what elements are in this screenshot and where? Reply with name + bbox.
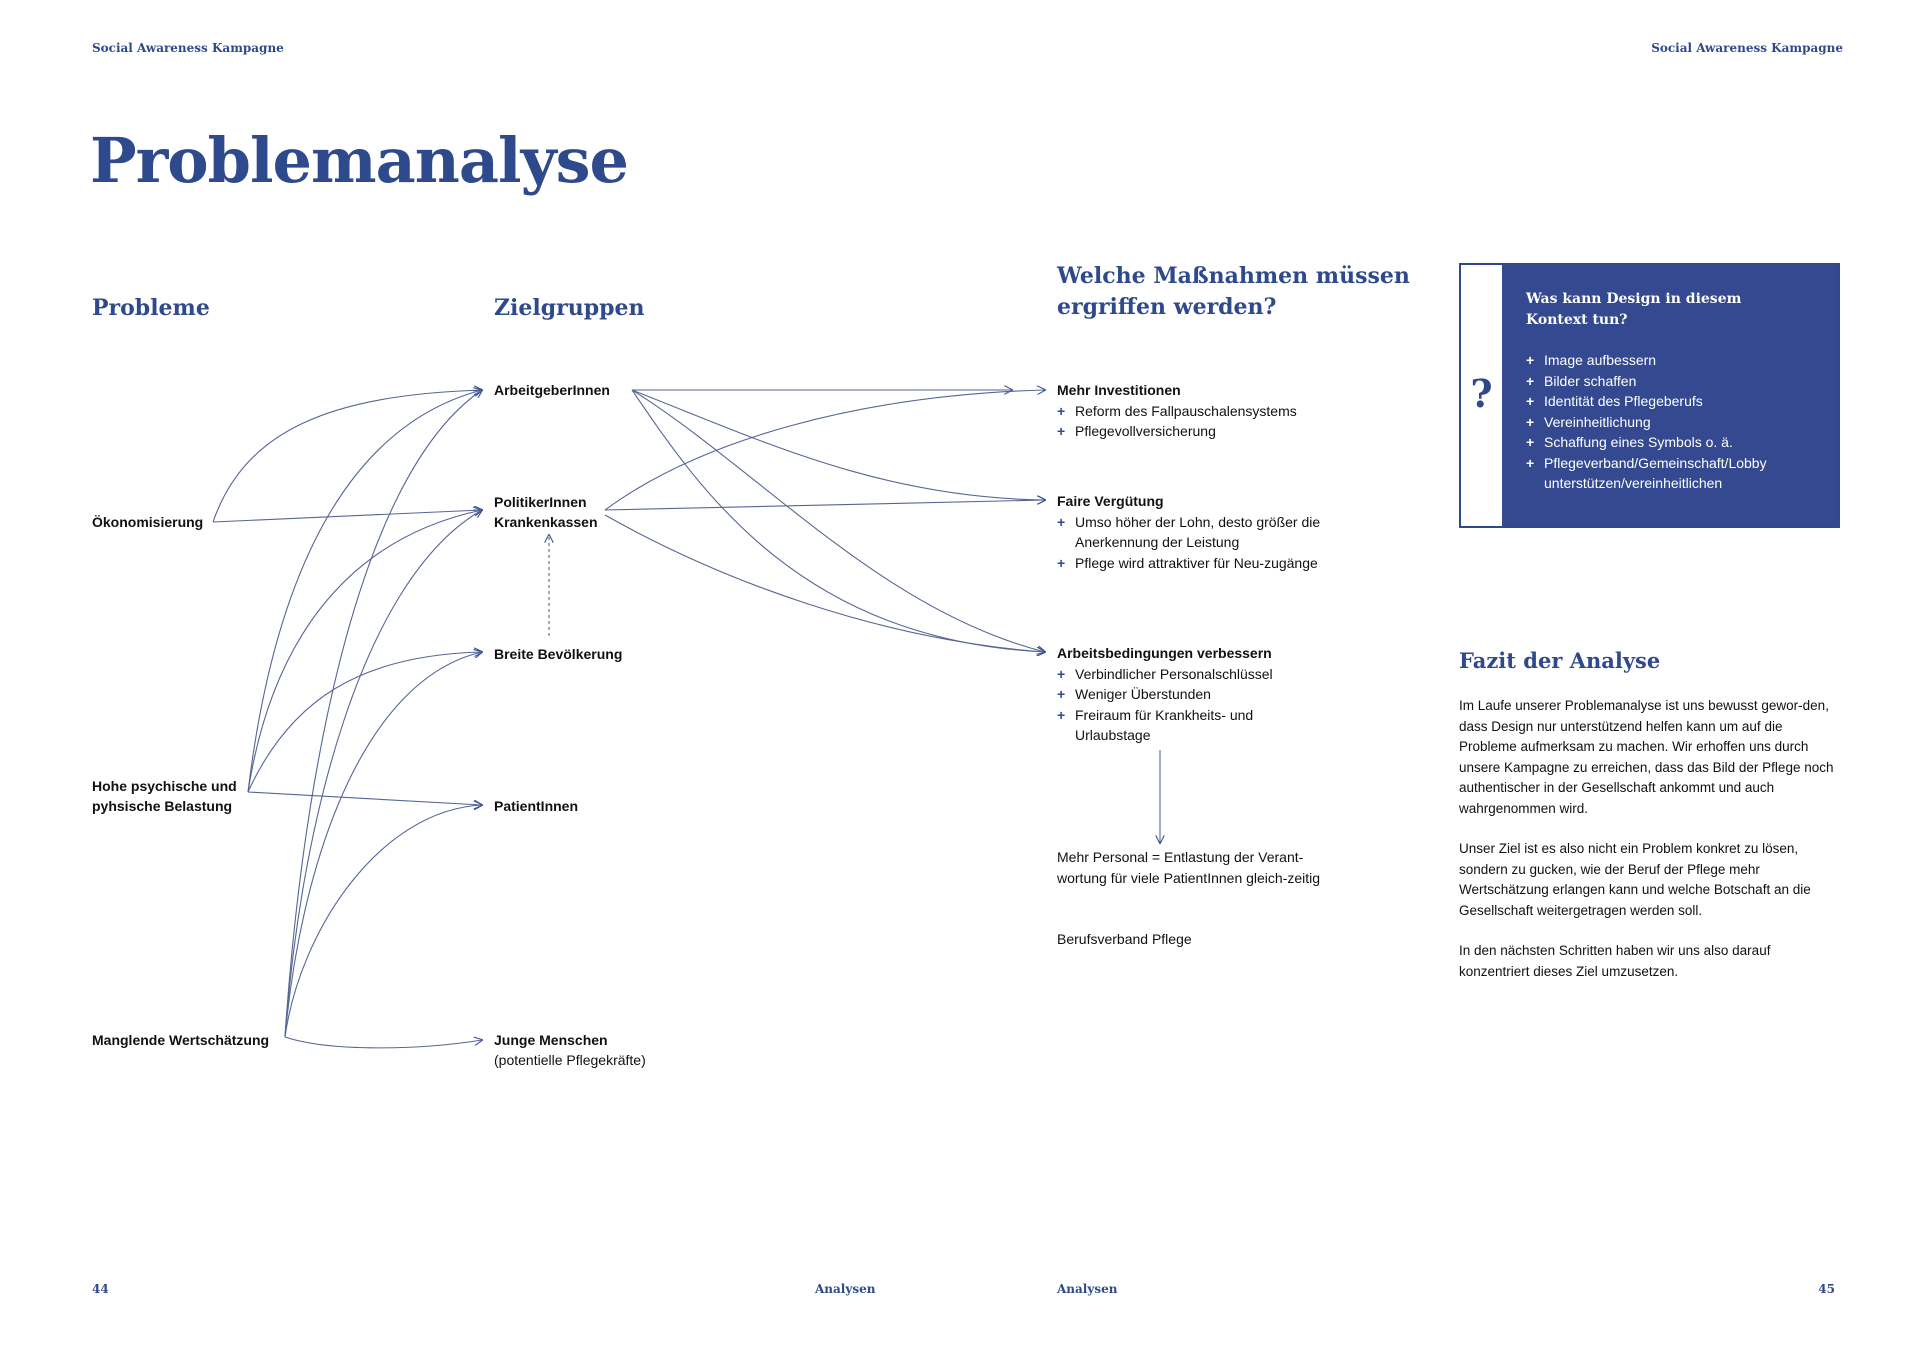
- design-box: [1459, 263, 1840, 528]
- line-arbeitgeber-arbeitsbedingungen-2: [632, 390, 1045, 652]
- target-politiker-line-1: PolitikerInnen: [494, 494, 587, 510]
- line-belastung-bevoelkerung: [248, 652, 482, 792]
- design-box-item: + Identität des Pflegeberufs: [1526, 391, 1818, 412]
- design-box-item: + Bilder schaffen: [1526, 371, 1818, 392]
- page-number-right: 45: [1818, 1282, 1835, 1296]
- line-wertschaetzung-bevoelkerung: [285, 652, 482, 1037]
- problem-belastung-line-1: Hohe psychische und: [92, 778, 237, 794]
- running-header-right: Social Awareness Kampagne: [1651, 41, 1843, 55]
- line-belastung-arbeitgeber: [248, 390, 482, 792]
- measure-item: + Weniger Überstunden: [1057, 684, 1287, 705]
- line-wertschaetzung-patienten: [285, 805, 482, 1037]
- measure-item: + Freiraum für Krankheits- und Urlaubstage: [1057, 705, 1287, 746]
- fazit-paragraph: In den nächsten Schritten haben wir uns also darauf konzentriert dieses Ziel umzusetzen.: [1459, 943, 1771, 979]
- measure-investitionen: [1057, 380, 1327, 442]
- fazit-paragraph: Unser Ziel ist es also nicht ein Problem konkret zu lösen, sondern zu gucken, wie der Beruf der Pflege mehr Wertschätzung erlangen kann und welche Botschaft an die Gesellschaft weitergetragen werden soll.: [1459, 841, 1811, 918]
- problem-oekonomisierung: Ökonomisierung: [92, 514, 204, 530]
- measure-arbeitsbedingungen: [1057, 643, 1287, 746]
- fazit-paragraph: Im Laufe unserer Problemanalyse ist uns bewusst gewor-den, dass Design nur unterstützend helfen kann um auf die Probleme aufmerksam zu machen. Wir erhoffen uns durch unsere Kampagne zu erreichen, dass das Bild der Pflege noch authentischer in der Gesellschaft ankommt und auch wahrgenommen wird.: [1459, 698, 1834, 816]
- target-politiker-line-2: Krankenkassen: [494, 514, 598, 530]
- design-box-title: [1526, 289, 1818, 331]
- measure-title: Faire Vergütung: [1057, 493, 1164, 509]
- measure-verguetung: [1057, 491, 1322, 573]
- measure-item: + Pflegevollversicherung: [1057, 421, 1327, 442]
- problem-wertschaetzung: Manglende Wertschätzung: [92, 1032, 270, 1048]
- column-heading-massnahmen-line-2: ergriffen werden?: [1057, 294, 1277, 320]
- line-wertschaetzung-arbeitgeber: [285, 390, 482, 1037]
- target-politiker: [494, 492, 598, 532]
- target-arbeitgeber: ArbeitgeberInnen: [494, 382, 610, 398]
- measure-item: + Umso höher der Lohn, desto größer die Anerkennung der Leistung: [1057, 512, 1322, 553]
- line-wertschaetzung-politiker: [285, 510, 482, 1037]
- problem-belastung-line-2: pyhsische Belastung: [92, 798, 233, 814]
- line-arbeitgeber-arbeitsbedingungen-1: [632, 390, 1045, 652]
- line-oekonomisierung-politiker: [213, 510, 482, 522]
- page-title: Problemanalyse: [90, 124, 628, 197]
- design-box-item: + Image aufbessern: [1526, 350, 1818, 371]
- line-arbeitgeber-verguetung: [632, 390, 1045, 500]
- consequence-text: Mehr Personal = Entlastung der Verant-wortung für viele PatientInnen gleich-zeitig: [1057, 849, 1321, 886]
- measure-title: Mehr Investitionen: [1057, 382, 1181, 398]
- design-box-item: + Schaffung eines Symbols o. ä.: [1526, 432, 1818, 453]
- line-politiker-investitionen: [605, 390, 1045, 510]
- line-politiker-verguetung: [605, 500, 1045, 510]
- design-box-body: [1502, 265, 1838, 526]
- measure-item: + Verbindlicher Personalschlüssel: [1057, 664, 1287, 685]
- footer-section-right: Analysen: [1057, 1282, 1118, 1296]
- running-header-left: Social Awareness Kampagne: [92, 41, 284, 55]
- measure-item: + Reform des Fallpauschalensystems: [1057, 401, 1327, 422]
- measure-item: + Pflege wird attraktiver für Neu-zugänge: [1057, 553, 1322, 574]
- problem-belastung: [92, 776, 237, 816]
- design-box-title-line-2: Kontext tun?: [1526, 312, 1628, 328]
- column-heading-probleme: Probleme: [92, 295, 210, 321]
- target-junge-menschen: [494, 1030, 646, 1070]
- line-belastung-patienten: [248, 792, 482, 805]
- fazit-title: Fazit der Analyse: [1459, 648, 1661, 673]
- line-oekonomisierung-arbeitgeber: [213, 390, 482, 522]
- target-bevoelkerung: Breite Bevölkerung: [494, 646, 623, 662]
- column-heading-zielgruppen: Zielgruppen: [494, 295, 645, 321]
- target-junge-menschen-label: Junge Menschen: [494, 1032, 608, 1048]
- target-junge-menschen-sub: (potentielle Pflegekräfte): [494, 1052, 646, 1068]
- berufsverband-text: Berufsverband Pflege: [1057, 931, 1192, 947]
- fazit-body: [1459, 696, 1839, 1002]
- footer-section-left: Analysen: [815, 1282, 876, 1296]
- page-number-left: 44: [92, 1282, 109, 1296]
- measure-title: Arbeitsbedingungen verbessern: [1057, 645, 1272, 661]
- design-box-item: + Vereinheitlichung: [1526, 412, 1818, 433]
- question-mark-icon: ?: [1470, 371, 1493, 416]
- column-heading-massnahmen-line-1: Welche Maßnahmen müssen: [1057, 263, 1410, 289]
- target-patienten: PatientInnen: [494, 798, 579, 814]
- design-box-title-line-1: Was kann Design in diesem: [1526, 291, 1742, 307]
- line-wertschaetzung-junge: [285, 1037, 482, 1048]
- design-box-item: + Pflegeverband/Gemeinschaft/Lobby unterstützen/vereinheitlichen: [1526, 453, 1818, 494]
